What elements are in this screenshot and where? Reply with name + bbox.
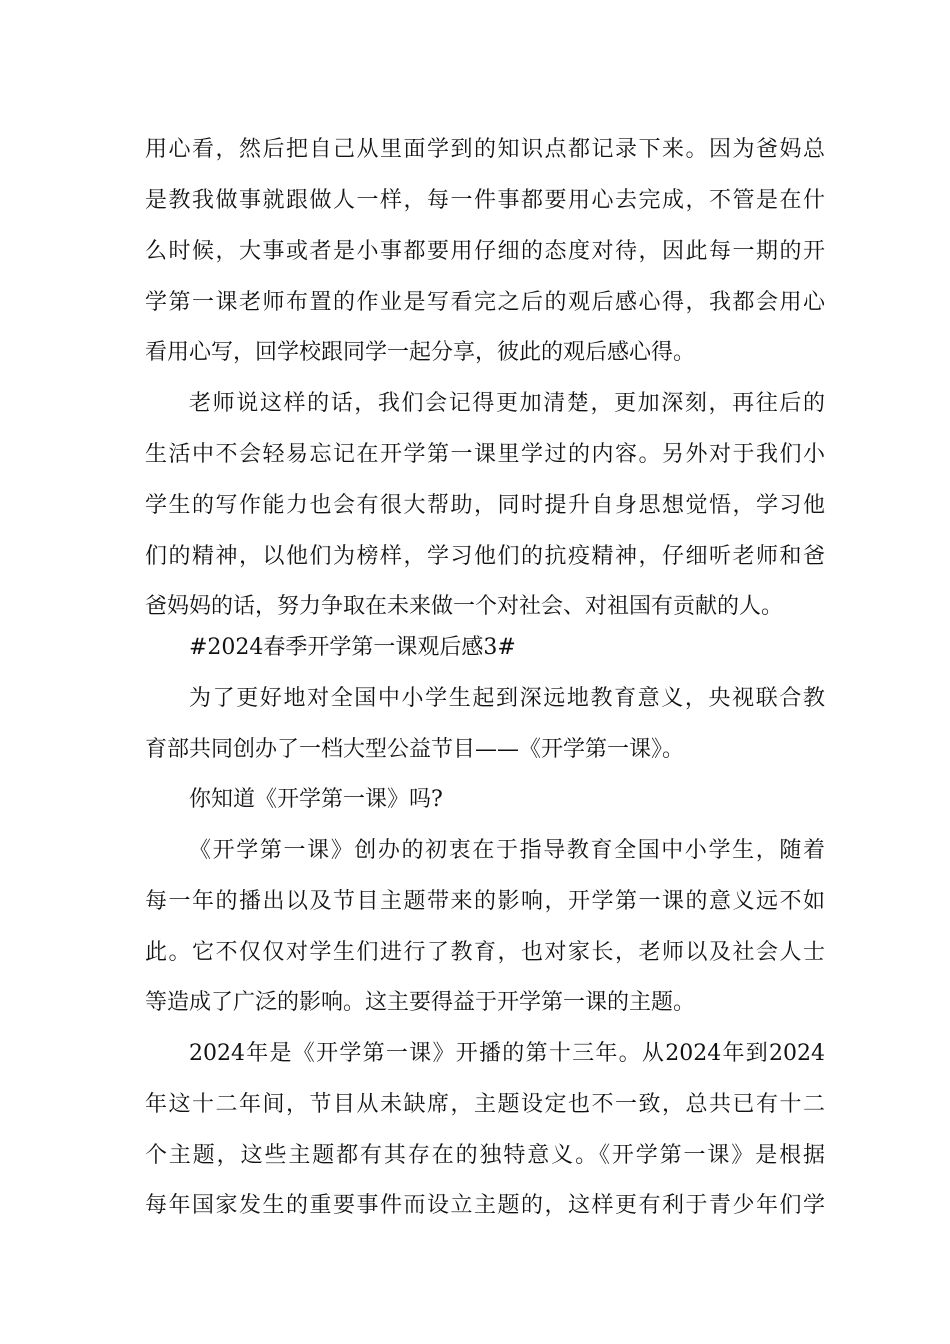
text-line: 每一年的播出以及节目主题带来的影响，开学第一课的意义远不如 <box>145 889 825 914</box>
text-line: 育部共同创办了一档大型公益节目——《开学第一课》。 <box>145 737 685 762</box>
text-line: 生活中不会轻易忘记在开学第一课里学过的内容。另外对于我们小 <box>145 442 825 467</box>
text-line: 学生的写作能力也会有很大帮助，同时提升自身思想觉悟，学习他 <box>145 493 825 518</box>
paragraph-first-line: 《开学第一课》创办的初衷在于指导教育全国中小学生，随着 <box>189 838 825 863</box>
text-line: 个主题，这些主题都有其存在的独特意义。《开学第一课》是根据 <box>145 1143 825 1168</box>
text-line: 每年国家发生的重要事件而设立主题的，这样更有利于青少年们学 <box>145 1193 825 1218</box>
paragraph-first-line: 老师说这样的话，我们会记得更加清楚，更加深刻，再往后的 <box>189 391 825 416</box>
text-line: 等造成了广泛的影响。这主要得益于开学第一课的主题。 <box>145 990 696 1015</box>
text-line: 学第一课老师布置的作业是写看完之后的观后感心得，我都会用心 <box>145 290 825 315</box>
section-heading: #2024春季开学第一课观后感3# <box>189 635 516 660</box>
paragraph-first-line: 2024年是《开学第一课》开播的第十三年。从2024年到2024 <box>189 1041 825 1066</box>
text-line: 年这十二年间，节目从未缺席，主题设定也不一致，总共已有十二 <box>145 1092 825 1117</box>
text-line: 么时候，大事或者是小事都要用仔细的态度对待，因此每一期的开 <box>145 239 825 264</box>
text-line: 此。它不仅仅对学生们进行了教育，也对家长，老师以及社会人士 <box>145 940 825 965</box>
paragraph-first-line: 你知道《开学第一课》吗? <box>189 787 443 812</box>
text-line: 爸妈妈的话，努力争取在未来做一个对社会、对祖国有贡献的人。 <box>145 594 784 619</box>
paragraph-first-line: 为了更好地对全国中小学生起到深远地教育意义，央视联合教 <box>189 686 825 711</box>
text-line: 们的精神，以他们为榜样，学习他们的抗疫精神，仔细听老师和爸 <box>145 544 825 569</box>
text-line: 看用心写，回学校跟同学一起分享，彼此的观后感心得。 <box>145 340 696 365</box>
text-line: 用心看，然后把自己从里面学到的知识点都记录下来。因为爸妈总 <box>145 137 825 162</box>
text-line: 是教我做事就跟做人一样，每一件事都要用心去完成，不管是在什 <box>145 188 825 213</box>
